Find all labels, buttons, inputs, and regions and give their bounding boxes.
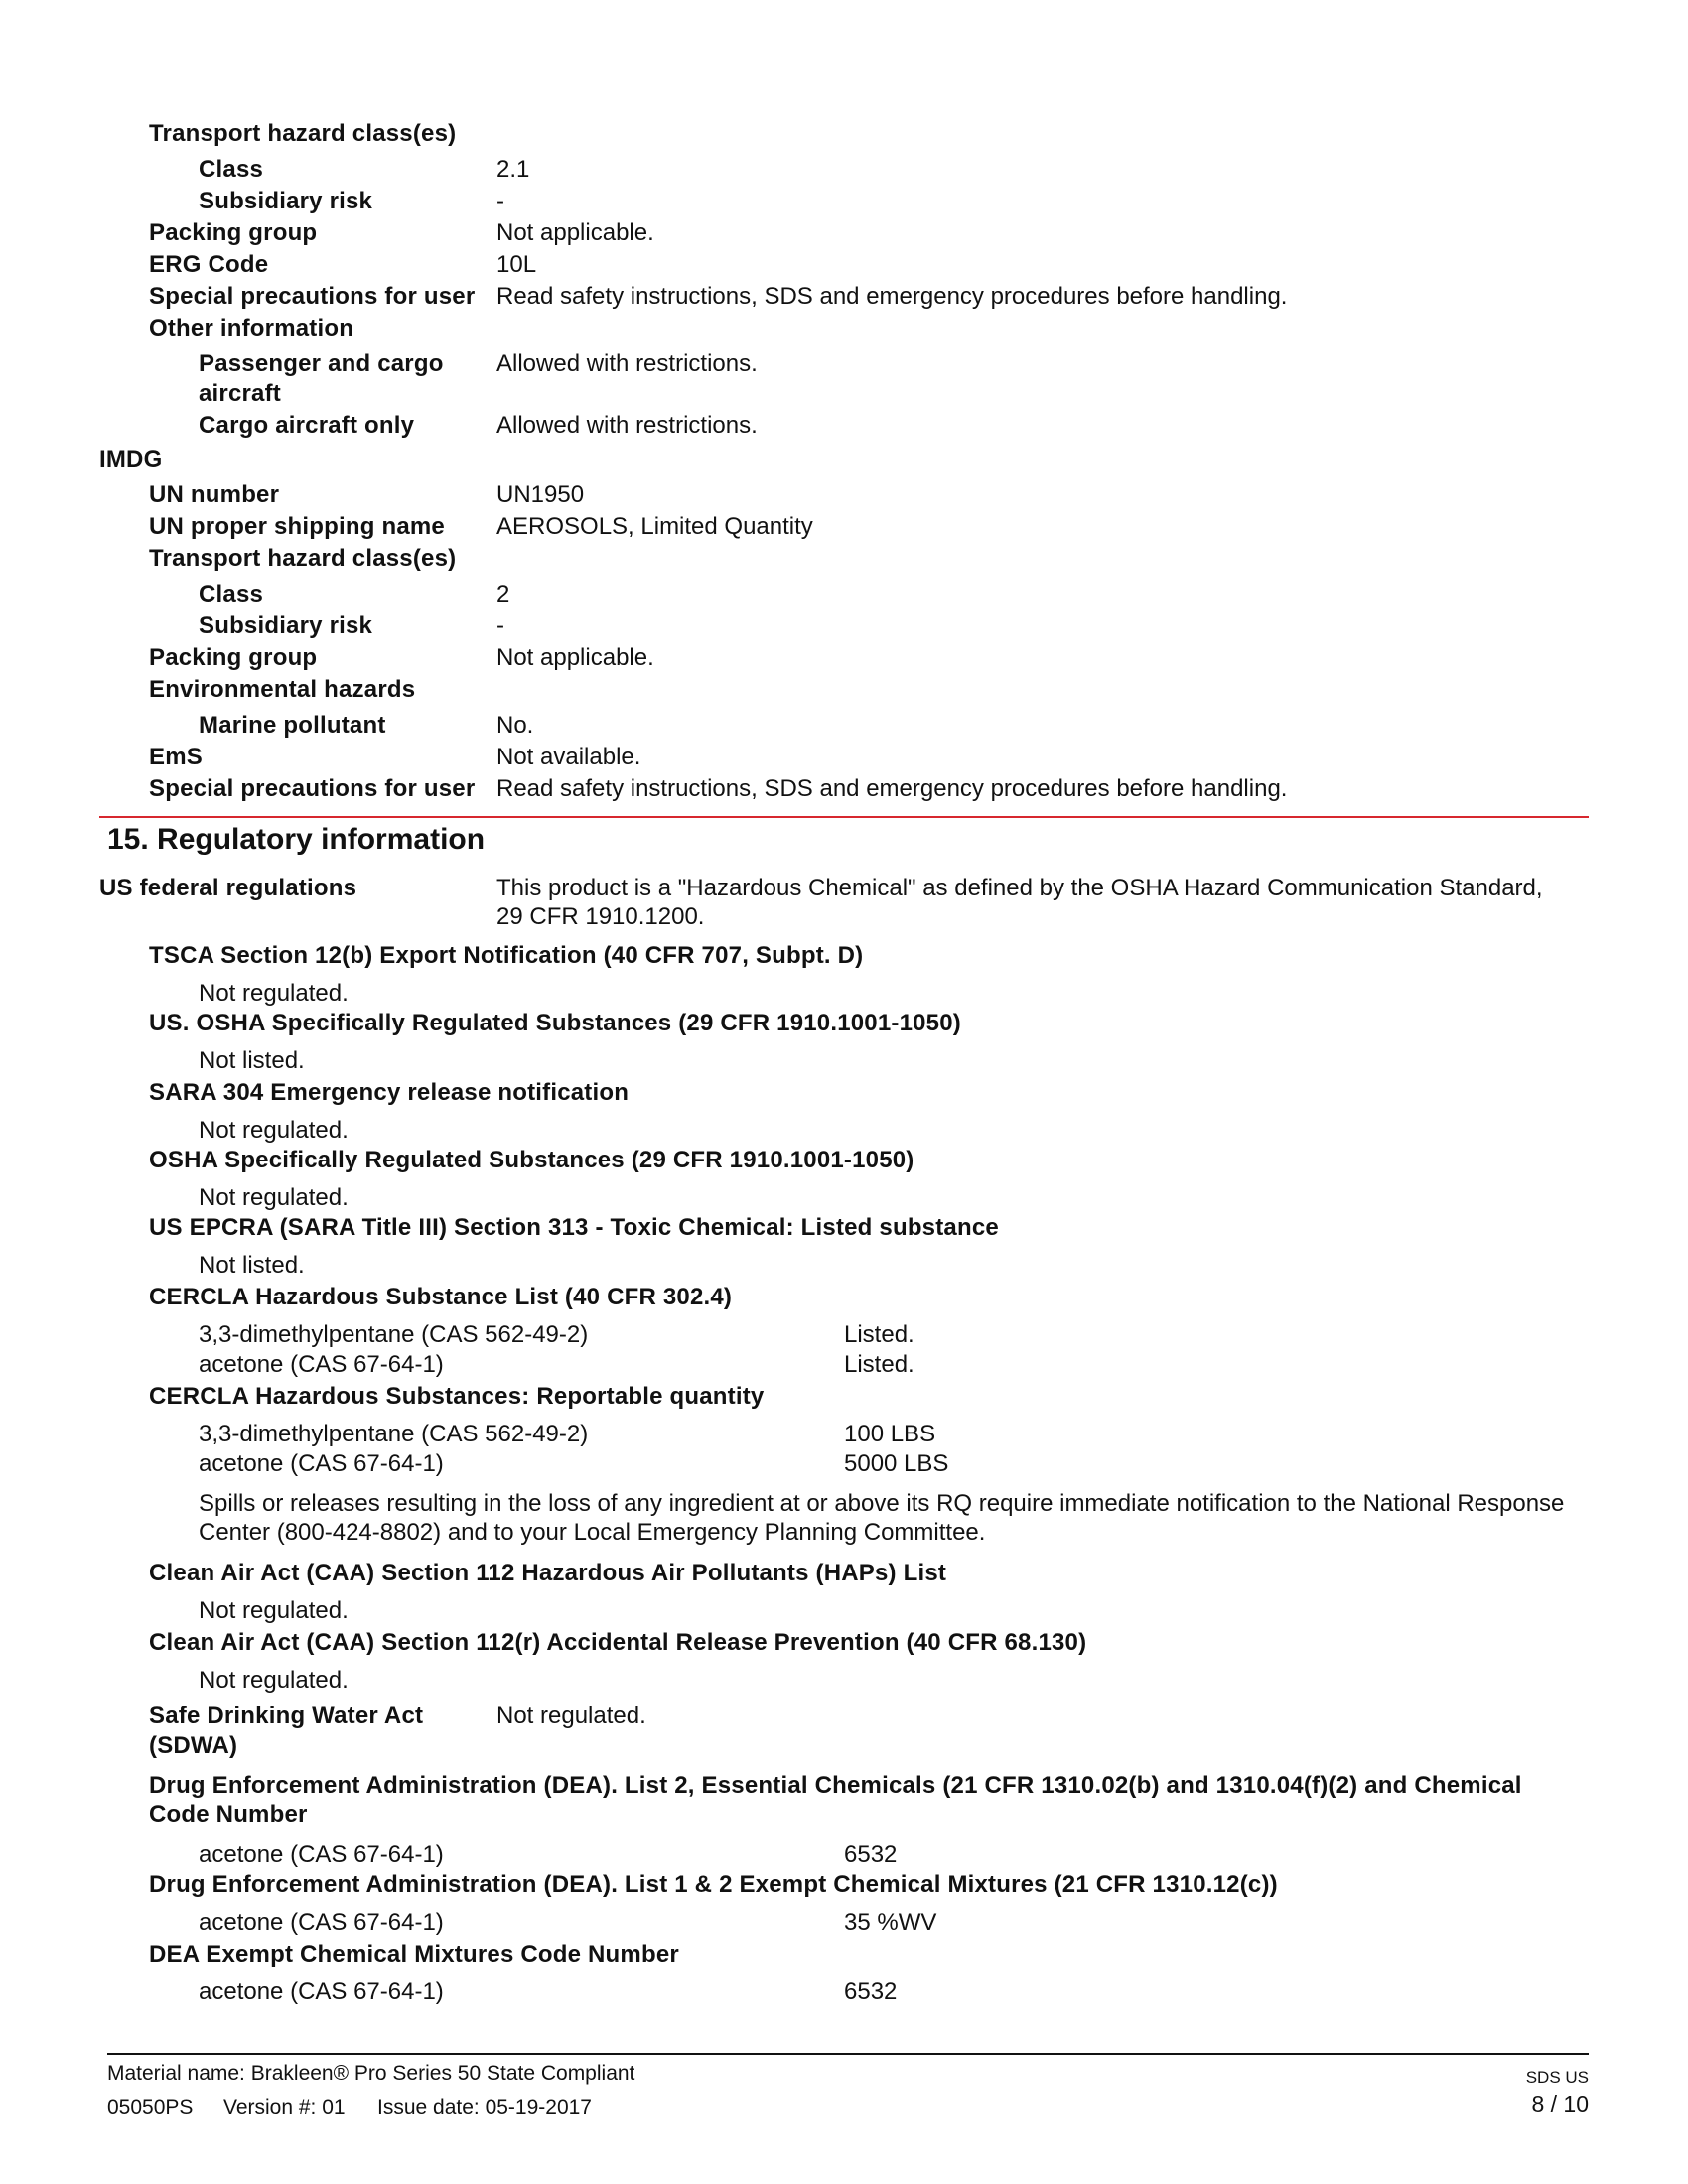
imdg-packing-group-value: Not applicable. (496, 644, 654, 671)
air-cargo-only-value: Allowed with restrictions. (496, 412, 758, 439)
tsca-heading: TSCA Section 12(b) Export Notification (40 CFR 707, Subpt. D) (149, 942, 864, 969)
footer-product-code: 05050PS (107, 2096, 194, 2118)
imdg-un-number-label: UN number (149, 481, 280, 508)
cercla-list-substance: 3,3-dimethylpentane (CAS 562-49-2) (199, 1321, 589, 1348)
footer-version: Version #: 01 (223, 2096, 346, 2118)
cercla-rq-value: 100 LBS (844, 1421, 936, 1447)
dea-list2-heading: Drug Enforcement Administration (DEA). List 2, Essential Chemicals (21 CFR 1310.02(b) and 1310.04(f)(2) and Chemical Code Number (149, 1772, 1522, 1828)
sdwa-value: Not regulated. (496, 1703, 646, 1729)
sdwa-label: Safe Drinking Water Act (149, 1703, 424, 1729)
imdg-marine-pollutant-label: Marine pollutant (199, 712, 386, 739)
section-divider (99, 816, 1589, 818)
tsca-value: Not regulated. (199, 980, 349, 1007)
epcra-value: Not listed. (199, 1252, 305, 1279)
sdwa-label-line2: (SDWA) (149, 1732, 238, 1759)
imdg-heading: IMDG (99, 446, 163, 473)
us-federal-value: This product is a "Hazardous Chemical" as defined by the OSHA Hazard Communication Standard, 29 CFR 1910.1200. (496, 875, 1543, 930)
osha-heading: OSHA Specifically Regulated Substances (29 CFR 1910.1001-1050) (149, 1147, 914, 1173)
imdg-environmental-hazards: Environmental hazards (149, 676, 416, 703)
caa112-heading: Clean Air Act (CAA) Section 112 Hazardous Air Pollutants (HAPs) List (149, 1560, 947, 1586)
spills-note: Spills or releases resulting in the loss of any ingredient at or above its RQ require immediate notification to the National Response Center (800-424-8802) and to your Local Emergency Planning Committee. (199, 1490, 1565, 1546)
osha-us-heading: US. OSHA Specifically Regulated Substances (29 CFR 1910.1001-1050) (149, 1010, 961, 1036)
imdg-class-label: Class (199, 581, 264, 608)
air-transport-hazard-classes: Transport hazard class(es) (149, 120, 457, 147)
air-subsidiary-risk-label: Subsidiary risk (199, 188, 373, 214)
sara304-heading: SARA 304 Emergency release notification (149, 1079, 630, 1106)
footer-divider (107, 2053, 1589, 2055)
us-federal-label: US federal regulations (99, 875, 357, 901)
dea-code-value: 6532 (844, 1979, 898, 2005)
cercla-list-heading: CERCLA Hazardous Substance List (40 CFR 302.4) (149, 1284, 733, 1310)
air-class-label: Class (199, 156, 264, 183)
imdg-ems-value: Not available. (496, 744, 641, 770)
air-passenger-label-line2: aircraft (199, 380, 281, 407)
air-erg-code-value: 10L (496, 251, 537, 278)
caa112r-heading: Clean Air Act (CAA) Section 112(r) Accidental Release Prevention (40 CFR 68.130) (149, 1629, 1087, 1656)
air-special-precautions-value: Read safety instructions, SDS and emergency procedures before handling. (496, 283, 1288, 310)
epcra-heading: US EPCRA (SARA Title III) Section 313 - Toxic Chemical: Listed substance (149, 1214, 999, 1241)
imdg-shipping-name-label: UN proper shipping name (149, 513, 445, 540)
osha-value: Not regulated. (199, 1184, 349, 1211)
dea-code-heading: DEA Exempt Chemical Mixtures Code Number (149, 1941, 679, 1968)
sara304-value: Not regulated. (199, 1117, 349, 1144)
caa112-value: Not regulated. (199, 1597, 349, 1624)
osha-us-value: Not listed. (199, 1047, 305, 1074)
air-class-value: 2.1 (496, 156, 530, 183)
dea-list2-substance: acetone (CAS 67-64-1) (199, 1842, 444, 1868)
footer-issue-date: Issue date: 05-19-2017 (377, 2096, 592, 2118)
imdg-shipping-name-value: AEROSOLS, Limited Quantity (496, 513, 813, 540)
air-other-information: Other information (149, 315, 354, 341)
cercla-list-value: Listed. (844, 1321, 914, 1348)
cercla-list-value: Listed. (844, 1351, 914, 1378)
dea-exempt-value: 35 %WV (844, 1909, 937, 1936)
imdg-subsidiary-risk-value: - (496, 613, 504, 639)
dea-code-substance: acetone (CAS 67-64-1) (199, 1979, 444, 2005)
cercla-rq-value: 5000 LBS (844, 1450, 949, 1477)
imdg-packing-group-label: Packing group (149, 644, 318, 671)
air-special-precautions-label: Special precautions for user (149, 283, 476, 310)
imdg-subsidiary-risk-label: Subsidiary risk (199, 613, 373, 639)
cercla-list-substance: acetone (CAS 67-64-1) (199, 1351, 444, 1378)
footer-doc-type: SDS US (1525, 2068, 1589, 2087)
imdg-transport-hazard-classes: Transport hazard class(es) (149, 545, 457, 572)
footer-material-name: Material name: Brakleen® Pro Series 50 State Compliant (107, 2062, 635, 2085)
caa112r-value: Not regulated. (199, 1667, 349, 1694)
cercla-rq-substance: acetone (CAS 67-64-1) (199, 1450, 444, 1477)
dea-exempt-substance: acetone (CAS 67-64-1) (199, 1909, 444, 1936)
air-passenger-label: Passenger and cargo (199, 350, 444, 377)
dea-list2-value: 6532 (844, 1842, 898, 1868)
dea-exempt-heading: Drug Enforcement Administration (DEA). List 1 & 2 Exempt Chemical Mixtures (21 CFR 1310.12(c)) (149, 1871, 1278, 1898)
air-subsidiary-risk-value: - (496, 188, 504, 214)
air-erg-code-label: ERG Code (149, 251, 269, 278)
imdg-special-precautions-label: Special precautions for user (149, 775, 476, 802)
air-packing-group-value: Not applicable. (496, 219, 654, 246)
cercla-rq-heading: CERCLA Hazardous Substances: Reportable quantity (149, 1383, 765, 1410)
imdg-special-precautions-value: Read safety instructions, SDS and emergency procedures before handling. (496, 775, 1288, 802)
air-packing-group-label: Packing group (149, 219, 318, 246)
air-cargo-only-label: Cargo aircraft only (199, 412, 415, 439)
imdg-un-number-value: UN1950 (496, 481, 585, 508)
imdg-class-value: 2 (496, 581, 510, 608)
footer-page-number: 8 / 10 (1531, 2091, 1589, 2116)
cercla-rq-substance: 3,3-dimethylpentane (CAS 562-49-2) (199, 1421, 589, 1447)
section-15-title: 15. Regulatory information (107, 823, 486, 856)
imdg-marine-pollutant-value: No. (496, 712, 534, 739)
air-passenger-value: Allowed with restrictions. (496, 350, 758, 377)
imdg-ems-label: EmS (149, 744, 203, 770)
